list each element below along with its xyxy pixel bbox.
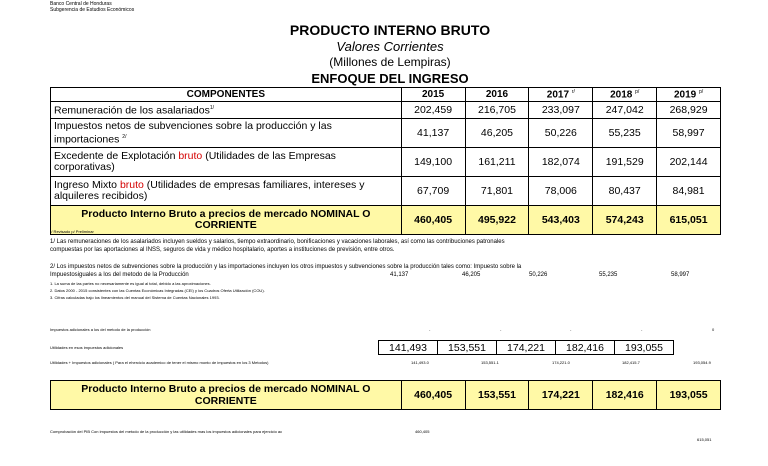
additional-taxes-value: - bbox=[429, 327, 431, 332]
row-label: Excedente de Explotación bruto (Utilidades de las Empresas corporativas) bbox=[51, 148, 402, 177]
cell-value: 233,097 bbox=[529, 102, 593, 119]
total-value: 543,403 bbox=[529, 206, 593, 235]
additional-taxes-value: - bbox=[641, 327, 643, 332]
bank-name: Banco Central de Honduras bbox=[50, 1, 112, 7]
table-header-row bbox=[51, 88, 721, 102]
check-label: Comprobación del PIB Con impuestos del metodo de la producción y las utilidades mas los impuestos adicionales para ejercicio ac bbox=[50, 429, 283, 434]
approach-label: ENFOQUE DEL INGRESO bbox=[311, 71, 469, 86]
sum-value: 153,551.1 bbox=[481, 360, 499, 365]
additional-taxes-value: - bbox=[500, 327, 502, 332]
table-row bbox=[51, 177, 721, 206]
cell-value: 55,235 bbox=[593, 119, 657, 148]
components-header: COMPONENTES bbox=[51, 88, 402, 102]
cell-value: 268,929 bbox=[657, 102, 721, 119]
cell-value: 182,416 bbox=[556, 341, 615, 355]
cell-value: 41,137 bbox=[401, 119, 465, 148]
total-value: 615,051 bbox=[657, 206, 721, 235]
profits-table bbox=[378, 340, 674, 355]
year-header: 2017 $^{r/}$ bbox=[529, 88, 593, 102]
footnote-value: 55,235 bbox=[599, 272, 618, 278]
total-row bbox=[51, 381, 721, 410]
cell-value: 202,144 bbox=[657, 148, 721, 177]
cell-value: 216,705 bbox=[465, 102, 529, 119]
profits-label: Utilidades en esos impuestos adicionales bbox=[50, 345, 124, 350]
gdp-income-table bbox=[50, 87, 721, 235]
sum-label: Utilidades + Impuestos adicionales ( Para el ehercicio academico de tener el mismo monto de impuestos en los 3 Metodos) bbox=[50, 360, 269, 365]
sum-value: 141,493.0 bbox=[411, 360, 429, 365]
total-value: 495,922 bbox=[465, 206, 529, 235]
cell-value: 247,042 bbox=[593, 102, 657, 119]
cell-value: 80,437 bbox=[593, 177, 657, 206]
cell-value: 202,459 bbox=[401, 102, 465, 119]
cell-value: 46,205 bbox=[465, 119, 529, 148]
footnote-1: 1/ Las remuneraciones de los asalariados incluyen sueldos y salarios, tiempo extraordinario, bonificaciones y vacaciones laborales, así como las contribuciones patronales bbox=[50, 239, 505, 245]
total-value: 193,055 bbox=[657, 381, 721, 410]
footnote-1b: compuestas por las aportaciones al INSS, seguros de vida y médico hospitalario, aportes a instituciones de previsión, entre otros. bbox=[50, 247, 395, 253]
cell-value: 182,074 bbox=[529, 148, 593, 177]
cell-value: 78,006 bbox=[529, 177, 593, 206]
cell-value: 193,055 bbox=[615, 341, 674, 355]
footnote-value: 58,997 bbox=[671, 272, 690, 278]
table-row bbox=[379, 341, 674, 355]
cell-value: 141,493 bbox=[379, 341, 438, 355]
page-subtitle: Valores Corrientes bbox=[336, 39, 444, 54]
year-header: 2018 $^{p/}$ bbox=[593, 88, 657, 102]
total-label: Producto Interno Bruto a precios de mercado NOMINAL O CORRIENTE bbox=[51, 206, 402, 235]
check-value-2: 615,051 bbox=[697, 437, 712, 442]
cell-value: 50,226 bbox=[529, 119, 593, 148]
revised-preliminary-note: r/ Revisado p/ Preliminar bbox=[50, 229, 94, 234]
cell-value: 153,551 bbox=[438, 341, 497, 355]
table-row bbox=[51, 119, 721, 148]
year-header: 2016 bbox=[465, 88, 529, 102]
total-value: 574,243 bbox=[593, 206, 657, 235]
additional-taxes-label: Impuestos adicionales a los del metodo de la producción bbox=[50, 327, 151, 332]
total-label: Producto Interno Bruto a precios de mercado NOMINAL O CORRIENTE bbox=[51, 381, 402, 410]
check-value: 460,405 bbox=[415, 429, 430, 434]
row-label: Impuestos netos de subvenciones sobre la producción y las importaciones $^{2/}$ bbox=[51, 119, 402, 148]
footnote-value: 41,137 bbox=[390, 272, 409, 278]
row-label: Remuneración de los asalariados$^{1/}$ bbox=[51, 102, 402, 119]
year-header: 2019 $^{p/}$ bbox=[657, 88, 721, 102]
additional-taxes-value: 0 bbox=[712, 327, 715, 332]
cell-value: 71,801 bbox=[465, 177, 529, 206]
total-value: 153,551 bbox=[465, 381, 529, 410]
footnote-value: 46,205 bbox=[462, 272, 481, 278]
cell-value: 58,997 bbox=[657, 119, 721, 148]
cell-value: 149,100 bbox=[401, 148, 465, 177]
footnote-value: 50,226 bbox=[529, 272, 548, 278]
total-value: 182,416 bbox=[593, 381, 657, 410]
footnote-2: 2/ Los impuestos netos de subvenciones sobre la producción y las importaciones incluyen los otros impuestos y subvenciones sobre la producción tales como: Impuesto sobre la bbox=[50, 264, 522, 270]
note-line-2: 2. Datos 2000 - 2015 consistentes con las Cuentas Económicas Integradas (CEI) y los Cuadros Oferta Utilización (COU). bbox=[50, 288, 265, 293]
total-table-2 bbox=[50, 380, 721, 410]
table-row bbox=[51, 148, 721, 177]
department-name: Subgerencia de Estudios Económicos bbox=[50, 7, 135, 13]
row-label: Ingreso Mixto bruto (Utilidades de empresas familiares, intereses y alquileres recibidos) bbox=[51, 177, 402, 206]
note-line-3: 3. Cifras calculadas bajo los lineamientos del manual del Sistema de Cuentas Nacionales 1993. bbox=[50, 295, 220, 300]
total-row bbox=[51, 206, 721, 235]
note-line-1: 1. La suma de las partes no necesariamente es igual al total, debido a las aproximaciones. bbox=[50, 281, 211, 286]
total-value: 460,405 bbox=[401, 206, 465, 235]
additional-taxes-value: - bbox=[570, 327, 572, 332]
cell-value: 174,221 bbox=[497, 341, 556, 355]
total-value: 174,221 bbox=[529, 381, 593, 410]
sum-value: 174,221.0 bbox=[552, 360, 570, 365]
page-title: PRODUCTO INTERNO BRUTO bbox=[289, 22, 491, 38]
cell-value: 191,529 bbox=[593, 148, 657, 177]
units-label: (Millones de Lempiras) bbox=[329, 55, 451, 69]
sum-value: 193,054.9 bbox=[693, 360, 711, 365]
cell-value: 161,211 bbox=[465, 148, 529, 177]
total-value: 460,405 bbox=[401, 381, 465, 410]
cell-value: 84,981 bbox=[657, 177, 721, 206]
sum-value: 182,415.7 bbox=[622, 360, 640, 365]
year-header: 2015 bbox=[401, 88, 465, 102]
cell-value: 67,709 bbox=[401, 177, 465, 206]
footnote-2b: Impuestosiguales a los del metodo de la Producción bbox=[50, 272, 189, 278]
table-row bbox=[51, 102, 721, 119]
